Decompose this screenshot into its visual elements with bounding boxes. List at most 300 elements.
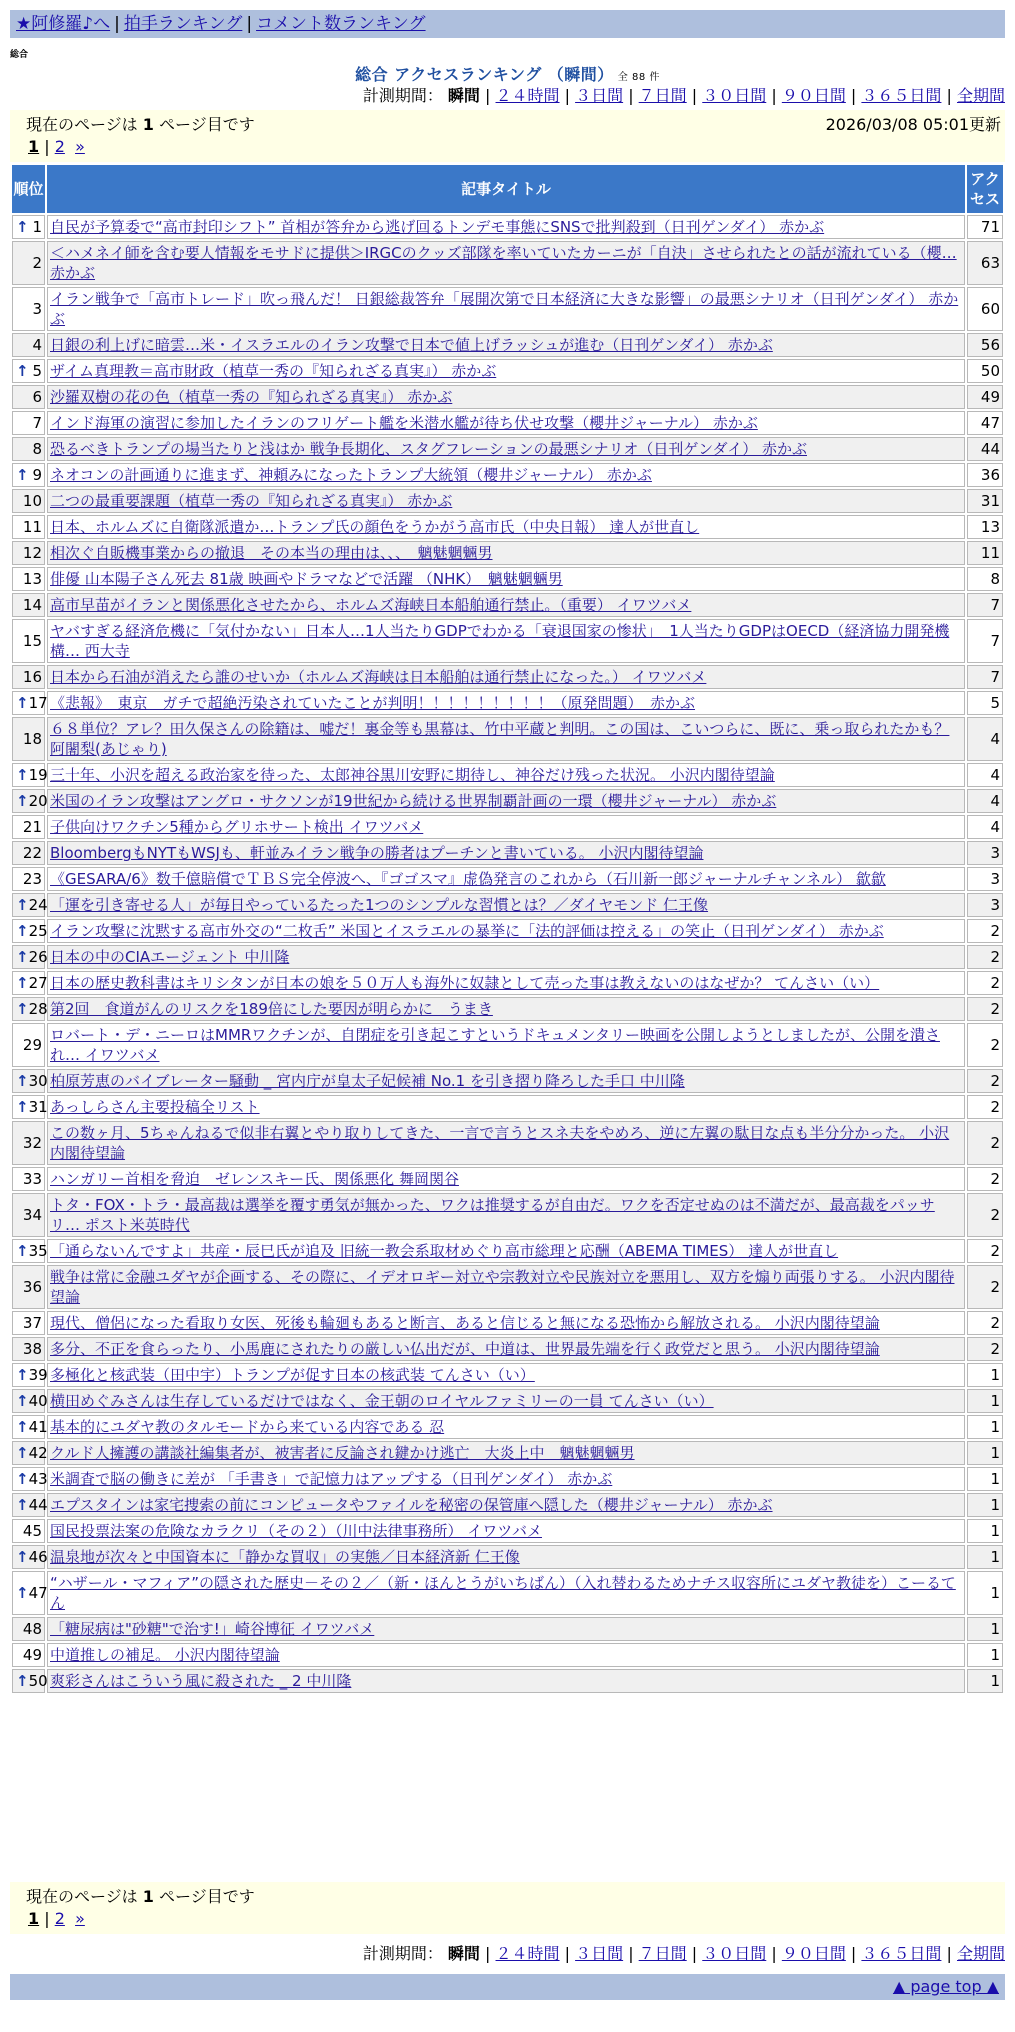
article-link[interactable]: 「運を引き寄せる人」が毎日やっているたった1つのシンプルな習慣とは？／ダイヤモンド 仁王像 [50, 896, 709, 914]
pager-current: 1 [28, 1909, 40, 1928]
article-link[interactable]: ネオコンの計画通りに進まず、神頼みになったトランプ大統領（櫻井ジャーナル） 赤かぶ [50, 466, 652, 484]
article-link[interactable]: BloombergもNYTもWSJも、軒並みイラン戦争の勝者はプーチンと書いている。 小沢内閣待望論 [50, 844, 704, 862]
rank-number: 31 [28, 1098, 48, 1116]
rank-cell [12, 541, 45, 565]
table-row [12, 1023, 1003, 1067]
article-link[interactable]: 日本、ホルムズに自衛隊派遣か…トランプ氏の顔色をうかがう高市氏（中央日報） 達人が世直し [50, 518, 700, 536]
nav-separator: | [114, 14, 120, 34]
rank-cell [12, 1167, 45, 1191]
article-link[interactable]: 日本の中のCIAエージェント 中川隆 [50, 948, 290, 966]
table-row [12, 541, 1003, 565]
article-link[interactable]: イラン戦争で「高市トレード」吹っ飛んだ！ 日銀総裁答弁「展開次第で日本経済に大きな影響」の最悪シナリオ（日刊ゲンダイ） 赤かぶ [50, 290, 959, 328]
article-link[interactable]: 《悲報》 東京 ガチで超絶汚染されていたことが判明！！！！！！！！！（原発問題） 赤かぶ [50, 694, 696, 712]
access-count: 3 [967, 893, 1003, 917]
access-count: 5 [967, 691, 1003, 715]
rank-up-arrow-icon: ↑ [16, 218, 29, 236]
period-link[interactable]: ３日間 [575, 86, 624, 105]
period-link[interactable]: ３日間 [575, 1944, 624, 1963]
access-count: 3 [967, 841, 1003, 865]
access-count: 71 [967, 215, 1003, 239]
rank-up-arrow-icon: ↑ [16, 792, 29, 810]
table-row [12, 893, 1003, 917]
table-row [12, 1467, 1003, 1491]
updated-time: 2026/03/08 05:01更新 [825, 115, 1001, 134]
pager: 1 | 2 » [28, 137, 85, 156]
rank-cell [12, 1095, 48, 1119]
article-link[interactable]: 沙羅双樹の花の色（植草一秀の『知られざる真実』） 赤かぶ [50, 388, 453, 406]
period-link[interactable]: ２４時間 [495, 86, 560, 105]
table-row [12, 763, 1003, 787]
access-count: 60 [967, 287, 1003, 331]
rank-cell [12, 1311, 45, 1335]
access-count: 2 [967, 1069, 1003, 1093]
period-separator: | [686, 86, 703, 105]
access-count: 2 [967, 1023, 1003, 1067]
page-title-block [0, 62, 1015, 85]
access-count: 63 [967, 241, 1003, 285]
article-link[interactable]: 第2回 食道がんのリスクを189倍にした要因が明らかに うまき [50, 1000, 493, 1018]
title-cell [47, 359, 965, 383]
title-cell [47, 1519, 965, 1543]
rank-number: 35 [28, 1242, 48, 1260]
access-count: 1 [967, 1519, 1003, 1543]
rank-number: 41 [28, 1418, 48, 1436]
rank-number: 3 [32, 300, 42, 318]
period-link[interactable]: ３６５日間 [861, 1944, 942, 1963]
article-link[interactable]: ロバート・デ・ニーロはMMRワクチンが、自閉症を引き起こすというドキュメンタリー映画を公開しようとしましたが、公開を潰され… イワツバメ [50, 1026, 940, 1064]
rank-number: 14 [22, 596, 42, 614]
period-link[interactable]: ３０日間 [702, 1944, 767, 1963]
period-separator: | [941, 86, 957, 105]
bottom-bar [10, 1974, 1005, 2000]
rank-up-arrow-icon: ↑ [16, 1418, 29, 1436]
access-count: 2 [967, 919, 1003, 943]
table-header-row [12, 165, 1003, 213]
title-cell [47, 1167, 965, 1191]
access-count: 56 [967, 333, 1003, 357]
pager-next-page[interactable]: 2 [54, 137, 65, 156]
article-link[interactable]: 米国のイラン攻撃はアングロ・サクソンが19世紀から続ける世界制覇計画の一環（櫻井ジャーナル） 赤かぶ [50, 792, 777, 810]
title-cell [47, 489, 965, 513]
rank-cell [12, 1363, 48, 1387]
article-link[interactable]: 俳優 山本陽子さん死去 81歳 映画やドラマなどで活躍 （NHK） 魑魅魍魎男 [50, 570, 563, 588]
period-link[interactable]: ７日間 [638, 1944, 687, 1963]
title-cell [47, 1493, 965, 1517]
rank-cell [12, 215, 45, 239]
ranking-body [12, 215, 1003, 1693]
rank-number: 34 [22, 1206, 42, 1224]
rank-cell [12, 971, 48, 995]
header-title: 記事タイトル [47, 165, 965, 213]
table-row [12, 463, 1003, 487]
access-count: 44 [967, 437, 1003, 461]
rank-cell [12, 489, 45, 513]
title-cell [47, 1311, 965, 1335]
rank-cell [12, 1265, 45, 1309]
title-cell [47, 815, 965, 839]
rank-number: 43 [28, 1470, 48, 1488]
table-row [12, 333, 1003, 357]
table-row [12, 1095, 1003, 1119]
rank-number: 22 [22, 844, 42, 862]
table-row [12, 1519, 1003, 1543]
article-link[interactable]: 日本の歴史教科書はキリシタンが日本の娘を５０万人も海外に奴隷として売った事は教えないのはなぜか？ てんさい（い） [50, 974, 880, 992]
rank-number: 11 [22, 518, 42, 536]
nav-comments-link[interactable]: コメント数ランキング [256, 14, 426, 34]
rank-number: 47 [28, 1584, 48, 1602]
table-row [12, 1363, 1003, 1387]
rank-cell [12, 1493, 48, 1517]
period-link[interactable]: ９０日間 [781, 86, 846, 105]
access-count: 2 [967, 997, 1003, 1021]
title-cell [47, 1643, 965, 1667]
nav-home-link[interactable]: ★阿修羅♪へ [16, 14, 111, 34]
rank-up-arrow-icon: ↑ [16, 1584, 29, 1602]
rank-cell [12, 359, 45, 383]
access-count: 4 [967, 815, 1003, 839]
article-link[interactable]: 日本から石油が消えたら誰のせいか（ホルムズ海峡は日本船舶は通行禁止になった。） イワツバメ [50, 668, 707, 686]
rank-cell [12, 789, 48, 813]
period-separator: | [845, 86, 862, 105]
rank-number: 32 [22, 1134, 42, 1152]
period-separator: | [559, 86, 576, 105]
period-link[interactable]: ３６５日間 [861, 86, 942, 105]
title-cell [47, 287, 965, 331]
title-cell [47, 717, 965, 761]
table-row [12, 665, 1003, 689]
table-row [12, 1121, 1003, 1165]
rank-number: 49 [22, 1646, 42, 1664]
article-link[interactable]: トタ・FOX・トラ・最高裁は選挙を覆す勇気が無かった、ワクは推奨するが自由だ。ワクを否定せぬのは不満だが、最高裁をパッサリ… ポスト米英時代 [50, 1196, 935, 1234]
rank-up-arrow-icon: ↑ [16, 922, 29, 940]
rank-number: 27 [28, 974, 48, 992]
rank-cell [12, 515, 45, 539]
header-access: アクセス [967, 165, 1003, 213]
access-count: 1 [967, 1363, 1003, 1387]
access-count: 1 [967, 1571, 1003, 1615]
page-info-box-bottom [10, 1882, 1005, 1934]
rank-cell [12, 841, 45, 865]
rank-cell [12, 1669, 48, 1693]
table-row [12, 1493, 1003, 1517]
article-link[interactable]: 横田めぐみさんは生存しているだけではなく、金王朝のロイヤルファミリーの一員 てんさい（い） [50, 1392, 714, 1410]
title-cell [47, 691, 965, 715]
article-link[interactable]: “ハザール・マフィア”の隠された歴史－その２／（新・ほんとうがいちばん）（入れ替わるためナチス収容所にユダヤ教徒を）こーるてん [50, 1574, 956, 1612]
table-row [12, 359, 1003, 383]
title-cell [47, 619, 965, 663]
rank-number: 28 [28, 1000, 48, 1018]
access-count: 7 [967, 593, 1003, 617]
access-count: 1 [967, 1441, 1003, 1465]
pager-next-page[interactable]: 2 [54, 1909, 65, 1928]
title-cell [47, 1617, 965, 1641]
access-count: 1 [967, 1545, 1003, 1569]
rank-cell [12, 815, 45, 839]
access-count: 2 [967, 1337, 1003, 1361]
access-count: 13 [967, 515, 1003, 539]
period-links [485, 1944, 1005, 1963]
rank-number: 24 [28, 896, 48, 914]
period-link[interactable]: ９０日間 [781, 1944, 846, 1963]
table-row [12, 691, 1003, 715]
article-link[interactable]: 恐るべきトランプの場当たりと浅はか 戦争長期化、スタグフレーションの最悪シナリオ（日刊ゲンダイ） 赤かぶ [50, 440, 807, 458]
rank-number: 18 [22, 730, 42, 748]
table-row [12, 1069, 1003, 1093]
title-cell [47, 997, 965, 1021]
table-row [12, 1617, 1003, 1641]
rank-cell [12, 945, 48, 969]
rank-cell [12, 1415, 48, 1439]
rank-up-arrow-icon: ↑ [16, 1366, 29, 1384]
title-cell [47, 1095, 965, 1119]
period-separator: | [623, 86, 639, 105]
article-link[interactable]: ６８単位？アレ？田久保さんの除籍は、嘘だ！裏金等も黒幕は、竹中平蔵と判明。この国は、こいつらに、既に、乗っ取られたかも？ 阿闍梨(あじゃり) [50, 720, 950, 758]
title-cell [47, 1571, 965, 1615]
title-cell [47, 665, 965, 689]
article-link[interactable]: インド海軍の演習に参加したイランのフリゲート艦を米潜水艦が待ち伏せ攻撃（櫻井ジャーナル） 赤かぶ [50, 414, 758, 432]
table-row [12, 437, 1003, 461]
rank-number: 17 [28, 694, 48, 712]
article-link[interactable]: 相次ぐ自販機事業からの撤退 その本当の理由は、、、 魑魅魍魎男 [50, 544, 493, 562]
access-count: 11 [967, 541, 1003, 565]
article-link[interactable]: イラン攻撃に沈黙する高市外交の“二枚舌” 米国とイスラエルの暴挙に「法的評価は控える」の笑止（日刊ゲンダイ） 赤かぶ [50, 922, 884, 940]
article-link[interactable]: 多極化と核武装（田中宇）トランプが促す日本の核武装 てんさい（い） [50, 1366, 535, 1384]
period-current: 瞬間 [447, 1944, 480, 1963]
title-cell [47, 1441, 965, 1465]
rank-up-arrow-icon: ↑ [16, 466, 29, 484]
table-row [12, 619, 1003, 663]
title-cell [47, 841, 965, 865]
title-cell [47, 867, 965, 891]
article-link[interactable]: 多分、不正を食らったり、小馬鹿にされたりの厳しい仏出だが、中道は、世界最先端を行く政党だと思う。 小沢内閣待望論 [50, 1340, 880, 1358]
access-count: 1 [967, 1389, 1003, 1413]
article-link[interactable]: 戦争は常に金融ユダヤが企画する、その際に、イデオロギー対立や宗教対立や民族対立を悪用し、双方を煽り両張りする。 小沢内閣待望論 [50, 1268, 955, 1306]
current-page-text: 現在のページは 1 ページ目です [26, 1887, 255, 1906]
title-cell [47, 1337, 965, 1361]
table-row [12, 945, 1003, 969]
rank-cell [12, 717, 45, 761]
article-link[interactable]: ハンガリー首相を脅迫 ゼレンスキー氏、関係悪化 舞岡関谷 [50, 1170, 459, 1188]
rank-cell [12, 1239, 48, 1263]
pager: 1 | 2 » [28, 1909, 85, 1928]
title-cell [47, 1389, 965, 1413]
access-count: 2 [967, 1121, 1003, 1165]
period-label: 計測期間： [362, 1944, 443, 1963]
access-count: 31 [967, 489, 1003, 513]
article-link[interactable]: 日銀の利上げに暗雲…米・イスラエルのイラン攻撃で日本で値上げラッシュが進む（日刊ゲンダイ） 赤かぶ [50, 336, 773, 354]
table-row [12, 489, 1003, 513]
rank-number: 45 [22, 1522, 42, 1540]
total-count: 全 88 件 [617, 72, 660, 83]
page-top-link[interactable]: ▲ page top ▲ [892, 1977, 999, 1996]
period-link[interactable]: 全期間 [956, 86, 1005, 105]
access-count: 1 [967, 1415, 1003, 1439]
access-count: 36 [967, 463, 1003, 487]
rank-number: 26 [28, 948, 48, 966]
article-link[interactable]: 「通らないんですよ」共産・辰巳氏が追及 旧統一教会系取材めぐり高市総理と応酬（ABEMA TIMES） 達人が世直し [50, 1242, 839, 1260]
article-link[interactable]: 「糖尿病は"砂糖"で治す!」崎谷博征 イワツバメ [50, 1620, 375, 1638]
period-separator: | [941, 1944, 957, 1963]
access-count: 49 [967, 385, 1003, 409]
period-current: 瞬間 [447, 86, 480, 105]
article-link[interactable]: この数ヶ月、5ちゃんねるで似非右翼とやり取りしてきた、一言で言うとスネ夫をやめろ、逆に左翼の駄目な点も半分分かった。 小沢内閣待望論 [50, 1124, 950, 1162]
access-count: 2 [967, 971, 1003, 995]
pager-next-arrow[interactable]: » [75, 137, 85, 156]
access-count: 1 [967, 1493, 1003, 1517]
article-link[interactable]: 《GESARA/6》数千億賠償でＴＢＳ完全停波へ、『ゴゴスマ』虚偽発言のこれから（石川新一郎ジャーナルチャンネル） 歙歙 [50, 870, 886, 888]
pager-next-arrow[interactable]: » [75, 1909, 85, 1928]
rank-cell [12, 867, 45, 891]
access-count: 2 [967, 1167, 1003, 1191]
table-row [12, 1167, 1003, 1191]
rank-cell [12, 665, 45, 689]
table-row [12, 815, 1003, 839]
title-cell [47, 1069, 965, 1093]
current-page-text: 現在のページは 1 ページ目です [26, 115, 255, 134]
article-link[interactable]: 爽彩さんはこういう風に殺された _ 2 中川隆 [50, 1672, 352, 1690]
rank-number: 16 [22, 668, 42, 686]
rank-up-arrow-icon: ↑ [16, 1242, 29, 1260]
article-link[interactable]: 柏原芳恵のバイブレーター騒動 _ 宮内庁が皇太子妃候補 No.1 を引き摺り降ろした手口 中川隆 [50, 1072, 685, 1090]
article-link[interactable]: ザイム真理教＝高市財政（植草一秀の『知られざる真実』） 赤かぶ [50, 362, 497, 380]
table-row [12, 1441, 1003, 1465]
title-cell [47, 541, 965, 565]
rank-cell [12, 1467, 48, 1491]
access-count: 1 [967, 1467, 1003, 1491]
rank-number: 21 [22, 818, 42, 836]
rank-number: 44 [28, 1496, 48, 1514]
article-link[interactable]: 三十年、小沢を超える政治家を待った、太郎神谷黒川安野に期待し、神谷だけ残った状況。 小沢内閣待望論 [50, 766, 775, 784]
rank-cell [12, 893, 48, 917]
period-link[interactable]: ２４時間 [495, 1944, 560, 1963]
access-count: 47 [967, 411, 1003, 435]
rank-cell [12, 411, 45, 435]
rank-number: 4 [32, 336, 42, 354]
period-separator: | [766, 86, 782, 105]
article-link[interactable]: 中道推しの補足。 小沢内閣待望論 [50, 1646, 280, 1664]
access-count: 4 [967, 789, 1003, 813]
pager-current: 1 [28, 137, 40, 156]
rank-up-arrow-icon: ↑ [16, 1548, 29, 1566]
article-link[interactable]: 基本的にユダヤ教のタルモードから来ている内容である 忍 [50, 1418, 445, 1436]
rank-number: 2 [32, 254, 42, 272]
access-count: 50 [967, 359, 1003, 383]
article-link[interactable]: 国民投票法案の危険なカラクリ（その２）（川中法律事務所） イワツバメ [50, 1522, 542, 1540]
article-link[interactable]: 温泉地が次々と中国資本に「静かな買収」の実態／日本経済新 仁王像 [50, 1548, 520, 1566]
rank-up-arrow-icon: ↑ [16, 1470, 29, 1488]
table-row [12, 841, 1003, 865]
title-cell [47, 463, 965, 487]
rank-cell [12, 1193, 45, 1237]
table-row [12, 1571, 1003, 1615]
rank-cell [12, 763, 48, 787]
period-separator: | [686, 1944, 703, 1963]
rank-up-arrow-icon: ↑ [16, 1000, 29, 1018]
period-links [485, 86, 1005, 105]
rank-number: 33 [22, 1170, 42, 1188]
period-link[interactable]: 全期間 [956, 1944, 1005, 1963]
table-row [12, 385, 1003, 409]
access-count: 1 [967, 1669, 1003, 1693]
table-row [12, 567, 1003, 591]
article-link[interactable]: クルド人擁護の講談社編集者が、被害者に反論され鍵かけ逃亡 大炎上中 魑魅魍魎男 [50, 1444, 635, 1462]
rank-number: 7 [32, 414, 42, 432]
period-separator: | [766, 1944, 782, 1963]
rank-number: 9 [32, 466, 42, 484]
table-row [12, 919, 1003, 943]
rank-number: 42 [28, 1444, 48, 1462]
access-count: 2 [967, 1265, 1003, 1309]
period-separator: | [485, 86, 496, 105]
access-count: 2 [967, 1311, 1003, 1335]
table-row [12, 789, 1003, 813]
title-cell [47, 385, 965, 409]
article-link[interactable]: エプスタインは家宅捜索の前にコンピュータやファイルを秘密の保管庫へ隠した（櫻井ジャーナル） 赤かぶ [50, 1496, 773, 1514]
rank-number: 25 [28, 922, 48, 940]
rank-number: 38 [22, 1340, 42, 1358]
title-cell [47, 1363, 965, 1387]
rank-number: 12 [22, 544, 42, 562]
title-cell [47, 437, 965, 461]
title-cell [47, 1669, 965, 1693]
access-count: 7 [967, 619, 1003, 663]
title-cell [47, 1239, 965, 1263]
article-link[interactable]: 自民が予算委で“高市封印シフト” 首相が答弁から逃げ回るトンデモ事態にSNSで批判殺到（日刊ゲンダイ） 赤かぶ [50, 218, 825, 236]
article-link[interactable]: ヤバすぎる経済危機に「気付かない」日本人…1人当たりGDPでわかる「衰退国家の惨状」 1人当たりGDPはOECD（経済協力開発機構… 西大寺 [50, 622, 950, 660]
article-link[interactable]: 現代、僧侶になった看取り女医、死後も輪廻もあると断言、あると信じると無になる恐怖から解放される。 小沢内閣待望論 [50, 1314, 880, 1332]
rank-number: 23 [22, 870, 42, 888]
rank-cell [12, 1441, 48, 1465]
rank-up-arrow-icon: ↑ [16, 1496, 29, 1514]
rank-number: 46 [28, 1548, 48, 1566]
rank-number: 39 [28, 1366, 48, 1384]
table-row [12, 287, 1003, 331]
article-link[interactable]: ＜ハメネイ師を含む要人情報をモサドに提供＞IRGCのクッズ部隊を率いていたカーニが「自決」させられたとの話が流れている（櫻… 赤かぶ [50, 244, 957, 282]
period-link[interactable]: ３０日間 [702, 86, 767, 105]
rank-number: 37 [22, 1314, 42, 1332]
rank-cell [12, 287, 45, 331]
title-cell [47, 411, 965, 435]
rank-cell [12, 437, 45, 461]
rank-number: 30 [28, 1072, 48, 1090]
article-link[interactable]: 米調査で脳の働きに差が 「手書き」で記憶力はアップする（日刊ゲンダイ） 赤かぶ [50, 1470, 613, 1488]
period-link[interactable]: ７日間 [638, 86, 687, 105]
article-link[interactable]: 高市早苗がイランと関係悪化させたから、ホルムズ海峡日本船舶通行禁止。（重要） イワツバメ [50, 596, 692, 614]
rank-cell [12, 1519, 45, 1543]
rank-up-arrow-icon: ↑ [16, 694, 29, 712]
title-cell [47, 971, 965, 995]
table-row [12, 867, 1003, 891]
rank-number: 15 [22, 632, 42, 650]
title-cell [47, 593, 965, 617]
rank-cell [12, 1023, 45, 1067]
rank-number: 6 [32, 388, 42, 406]
nav-applause-link[interactable]: 拍手ランキング [123, 14, 243, 34]
title-cell [47, 1121, 965, 1165]
title-cell [47, 763, 965, 787]
table-row [12, 971, 1003, 995]
rank-up-arrow-icon: ↑ [16, 1098, 29, 1116]
table-row [12, 1337, 1003, 1361]
access-count: 3 [967, 867, 1003, 891]
article-link[interactable]: 子供向けワクチン5種からグリホサート検出 イワツバメ [50, 818, 424, 836]
article-link[interactable]: 二つの最重要課題（植草一秀の『知られざる真実』） 赤かぶ [50, 492, 453, 510]
table-row [12, 1265, 1003, 1309]
rank-up-arrow-icon: ↑ [16, 1444, 29, 1462]
rank-up-arrow-icon: ↑ [16, 766, 29, 784]
title-cell [47, 1545, 965, 1569]
article-link[interactable]: あっしらさん主要投稿全リスト [50, 1098, 260, 1116]
